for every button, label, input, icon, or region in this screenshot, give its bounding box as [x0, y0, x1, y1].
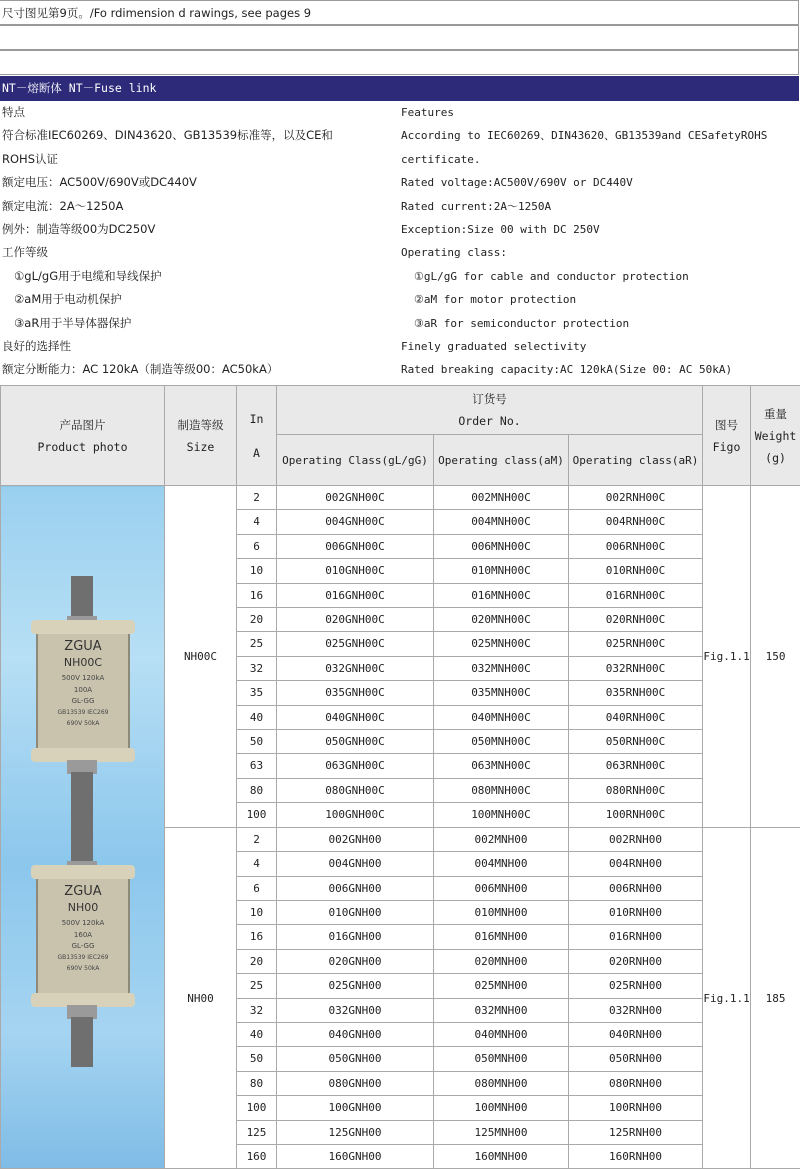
order-no-cell: 125GNH00 [277, 1120, 434, 1144]
fuse-label: NH00C [64, 656, 102, 669]
order-no-cell: 010RNH00 [569, 900, 703, 924]
order-table [0, 385, 800, 1169]
order-no-cell: 100GNH00 [277, 1096, 434, 1120]
fuse-label: GL-GG [72, 942, 95, 950]
order-no-cell: 010MNH00C [434, 559, 569, 583]
order-no-cell: 002RNH00C [569, 486, 703, 510]
order-no-cell: 002MNH00 [434, 827, 569, 851]
order-no-cell: 010RNH00C [569, 559, 703, 583]
order-no-cell: 025MNH00C [434, 632, 569, 656]
order-no-cell: 020GNH00C [277, 608, 434, 632]
order-no-cell: 006RNH00C [569, 534, 703, 558]
feature-cn: 符合标准IEC60269、DIN43620、GB13539标准等，以及CE和 [2, 124, 333, 147]
fuse-label: 690V 50kA [67, 720, 101, 727]
order-no-cell: 020MNH00C [434, 608, 569, 632]
order-no-cell: 040MNH00C [434, 705, 569, 729]
order-no-cell: 006GNH00C [277, 534, 434, 558]
feature-en: According to IEC60269、DIN43620、GB13539and CESafetyROHS [401, 124, 767, 147]
order-no-cell: 006MNH00C [434, 534, 569, 558]
order-no-cell: 040RNH00C [569, 705, 703, 729]
fuse-label: 500V 120kA [62, 674, 105, 682]
fuse-label: GB13539 IEC269 [58, 954, 109, 961]
col-order-header: 订货号 Order No. [277, 386, 703, 435]
order-no-cell: 050RNH00C [569, 730, 703, 754]
col-photo-header: 产品图片 Product photo [1, 386, 165, 486]
feature-row [0, 312, 800, 335]
section-title: NT－熔断体 NT－Fuse link [0, 76, 799, 101]
fuse-label: 100A [74, 686, 92, 694]
figure-cell: Fig.1.1 [703, 486, 751, 828]
feature-row [0, 148, 800, 171]
order-no-cell: 020MNH00 [434, 949, 569, 973]
blank-row [0, 50, 799, 75]
current-cell: 100 [237, 1096, 277, 1120]
order-no-cell: 050MNH00 [434, 1047, 569, 1071]
fuse-photo [23, 821, 143, 1071]
order-no-cell: 080MNH00 [434, 1071, 569, 1095]
col-ar-header: Operating class(aR) [569, 435, 703, 486]
fuse-label: ZGUA [64, 639, 101, 654]
feature-en: ①gL/gG for cable and conductor protection [414, 265, 689, 288]
current-cell: 40 [237, 1022, 277, 1046]
order-no-cell: 010GNH00 [277, 900, 434, 924]
order-no-cell: 016RNH00 [569, 925, 703, 949]
order-no-cell: 016RNH00C [569, 583, 703, 607]
current-cell: 20 [237, 949, 277, 973]
col-am-header: Operating class(aM) [434, 435, 569, 486]
order-no-cell: 040GNH00C [277, 705, 434, 729]
order-no-cell: 035RNH00C [569, 681, 703, 705]
col-weight-header: 重量 Weight (g) [751, 386, 800, 486]
figure-cell: Fig.1.1 [703, 827, 751, 1169]
feature-row [0, 265, 800, 288]
feature-cn: 例外：制造等级00为DC250V [2, 218, 155, 241]
order-no-cell: 004GNH00 [277, 852, 434, 876]
current-cell: 16 [237, 925, 277, 949]
order-no-cell: 004MNH00C [434, 510, 569, 534]
feature-en: ②aM for motor protection [414, 288, 576, 311]
order-no-cell: 025GNH00C [277, 632, 434, 656]
current-cell: 25 [237, 632, 277, 656]
order-no-cell: 032GNH00 [277, 998, 434, 1022]
order-no-cell: 040RNH00 [569, 1022, 703, 1046]
order-no-cell: 002GNH00C [277, 486, 434, 510]
current-cell: 20 [237, 608, 277, 632]
order-no-cell: 063GNH00C [277, 754, 434, 778]
order-no-cell: 002MNH00C [434, 486, 569, 510]
size-cell: NH00C [165, 486, 237, 828]
fuse-label: ZGUA [64, 884, 101, 899]
current-cell: 25 [237, 974, 277, 998]
feature-cn: ②aM用于电动机保护 [14, 288, 122, 311]
order-no-cell: 020RNH00C [569, 608, 703, 632]
current-cell: 80 [237, 778, 277, 802]
feature-cn: 工作等级 [2, 241, 48, 264]
order-no-cell: 025RNH00C [569, 632, 703, 656]
col-in-header: In A [237, 386, 277, 486]
order-no-cell: 100GNH00C [277, 803, 434, 827]
order-no-cell: 020GNH00 [277, 949, 434, 973]
order-no-cell: 004MNH00 [434, 852, 569, 876]
fuse-label: GL-GG [72, 697, 95, 705]
feature-en: Operating class: [401, 241, 507, 264]
order-no-cell: 006MNH00 [434, 876, 569, 900]
feature-en: Exception:Size 00 with DC 250V [401, 218, 600, 241]
order-no-cell: 004RNH00C [569, 510, 703, 534]
size-cell: NH00 [165, 827, 237, 1169]
blank-row [0, 25, 799, 50]
order-no-cell: 050GNH00 [277, 1047, 434, 1071]
current-cell: 160 [237, 1144, 277, 1168]
order-no-cell: 016MNH00 [434, 925, 569, 949]
order-no-cell: 063MNH00C [434, 754, 569, 778]
col-gl-header: Operating Class(gL/gG) [277, 435, 434, 486]
order-no-cell: 080RNH00C [569, 778, 703, 802]
order-no-cell: 004RNH00 [569, 852, 703, 876]
feature-row [0, 358, 800, 381]
order-no-cell: 010MNH00 [434, 900, 569, 924]
weight-cell: 185 [751, 827, 800, 1169]
order-no-cell: 016MNH00C [434, 583, 569, 607]
fuse-photo [23, 576, 143, 826]
feature-cn: ①gL/gG用于电缆和导线保护 [14, 265, 162, 288]
current-cell: 32 [237, 998, 277, 1022]
current-cell: 10 [237, 559, 277, 583]
order-no-cell: 020RNH00 [569, 949, 703, 973]
order-no-cell: 125MNH00 [434, 1120, 569, 1144]
feature-cn: 良好的选择性 [2, 335, 71, 358]
feature-row [0, 195, 800, 218]
current-cell: 80 [237, 1071, 277, 1095]
current-cell: 4 [237, 852, 277, 876]
order-no-cell: 100RNH00 [569, 1096, 703, 1120]
order-no-cell: 032RNH00 [569, 998, 703, 1022]
order-no-cell: 016GNH00C [277, 583, 434, 607]
weight-cell: 150 [751, 486, 800, 828]
feature-en: Rated voltage:AC500V/690V or DC440V [401, 171, 633, 194]
current-cell: 125 [237, 1120, 277, 1144]
fuse-label: GB13539 IEC269 [58, 709, 109, 716]
current-cell: 50 [237, 730, 277, 754]
current-cell: 32 [237, 656, 277, 680]
order-no-cell: 016GNH00 [277, 925, 434, 949]
order-no-cell: 100MNH00 [434, 1096, 569, 1120]
feature-row [0, 288, 800, 311]
order-no-cell: 050MNH00C [434, 730, 569, 754]
order-no-cell: 032RNH00C [569, 656, 703, 680]
order-no-cell: 025GNH00 [277, 974, 434, 998]
current-cell: 6 [237, 876, 277, 900]
order-no-cell: 004GNH00C [277, 510, 434, 534]
feature-row [0, 218, 800, 241]
fuse-label: 160A [74, 931, 92, 939]
order-no-cell: 080GNH00C [277, 778, 434, 802]
order-no-cell: 025MNH00 [434, 974, 569, 998]
feature-row [0, 335, 800, 358]
order-no-cell: 050RNH00 [569, 1047, 703, 1071]
order-no-cell: 080MNH00C [434, 778, 569, 802]
current-cell: 4 [237, 510, 277, 534]
feature-row [0, 241, 800, 264]
order-no-cell: 050GNH00C [277, 730, 434, 754]
feature-en: Features [401, 101, 454, 124]
fuse-label: 500V 120kA [62, 919, 105, 927]
order-no-cell: 040MNH00 [434, 1022, 569, 1046]
feature-row [0, 101, 800, 124]
feature-cn: 额定电压：AC500V/690V或DC440V [2, 171, 197, 194]
col-fig-header: 图号 Figo [703, 386, 751, 486]
current-cell: 16 [237, 583, 277, 607]
current-cell: 2 [237, 486, 277, 510]
order-no-cell: 035GNH00C [277, 681, 434, 705]
order-no-cell: 006GNH00 [277, 876, 434, 900]
order-no-cell: 160RNH00 [569, 1144, 703, 1168]
current-cell: 63 [237, 754, 277, 778]
current-cell: 2 [237, 827, 277, 851]
feature-cn: ③aR用于半导体器保护 [14, 312, 131, 335]
feature-cn: 额定电流：2A～1250A [2, 195, 123, 218]
feature-cn: ROHS认证 [2, 148, 58, 171]
order-no-cell: 032MNH00C [434, 656, 569, 680]
col-size-header: 制造等级 Size [165, 386, 237, 486]
product-photo-cell [1, 486, 165, 1169]
features-list [0, 101, 800, 382]
feature-en: ③aR for semiconductor protection [414, 312, 629, 335]
order-no-cell: 080GNH00 [277, 1071, 434, 1095]
order-no-cell: 010GNH00C [277, 559, 434, 583]
feature-cn: 额定分断能力：AC 120kA（制造等级00：AC50kA） [2, 358, 278, 381]
order-no-cell: 125RNH00 [569, 1120, 703, 1144]
feature-row [0, 124, 800, 147]
current-cell: 10 [237, 900, 277, 924]
order-no-cell: 080RNH00 [569, 1071, 703, 1095]
feature-row [0, 171, 800, 194]
fuse-label: 690V 50kA [67, 965, 101, 972]
current-cell: 6 [237, 534, 277, 558]
table-row [1, 486, 800, 510]
order-no-cell: 032GNH00C [277, 656, 434, 680]
order-no-cell: 100RNH00C [569, 803, 703, 827]
order-no-cell: 002GNH00 [277, 827, 434, 851]
order-no-cell: 040GNH00 [277, 1022, 434, 1046]
feature-en: Finely graduated selectivity [401, 335, 586, 358]
feature-cn: 特点 [2, 101, 25, 124]
order-no-cell: 032MNH00 [434, 998, 569, 1022]
feature-en: certificate. [401, 148, 480, 171]
feature-en: Rated breaking capacity:AC 120kA(Size 00: AC 50kA) [401, 358, 732, 381]
current-cell: 40 [237, 705, 277, 729]
order-no-cell: 160MNH00 [434, 1144, 569, 1168]
current-cell: 100 [237, 803, 277, 827]
current-cell: 35 [237, 681, 277, 705]
order-no-cell: 002RNH00 [569, 827, 703, 851]
order-no-cell: 035MNH00C [434, 681, 569, 705]
order-no-cell: 160GNH00 [277, 1144, 434, 1168]
order-no-cell: 100MNH00C [434, 803, 569, 827]
order-no-cell: 006RNH00 [569, 876, 703, 900]
current-cell: 50 [237, 1047, 277, 1071]
fuse-label: NH00 [68, 901, 99, 914]
feature-en: Rated current:2A～1250A [401, 195, 551, 218]
order-no-cell: 025RNH00 [569, 974, 703, 998]
dimension-note: 尺寸图见第9页。/Fo rdimension d rawings, see pages 9 [0, 0, 799, 25]
order-no-cell: 063RNH00C [569, 754, 703, 778]
